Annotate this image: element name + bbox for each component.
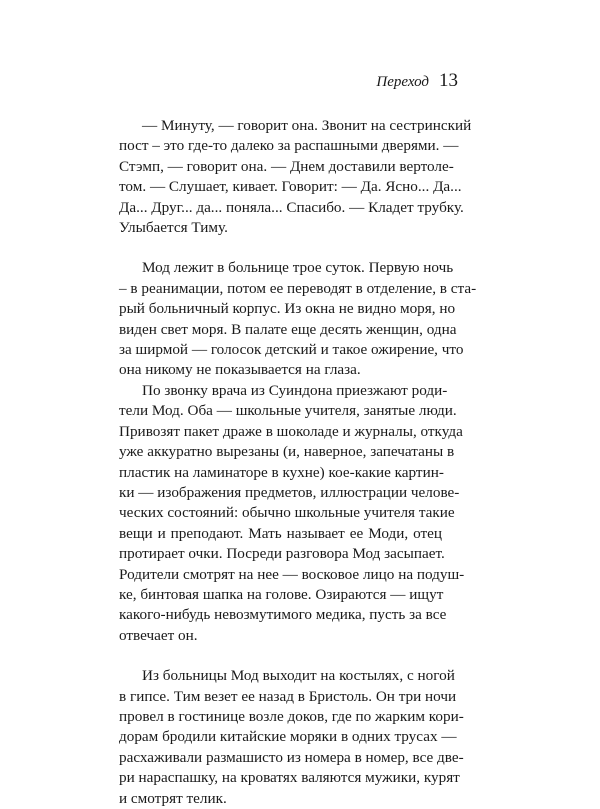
text-line: Привозят пакет драже в шоколаде и журналы, откуда (119, 422, 463, 440)
text-line: пост – это где-то далеко за распашными дверями. — (119, 137, 459, 155)
text-line: вещи и преподают. Мать называет ее Моди, отец (119, 524, 442, 542)
paragraph-1 (119, 116, 472, 238)
text-line: в гипсе. Тим везет ее назад в Бристоль. Он три ночи (119, 687, 457, 705)
text-line: она никому не показывается на глаза. (119, 361, 361, 379)
paragraph-2 (119, 258, 477, 380)
text-line: за ширмой — голосок детский и такое ожирение, что (119, 341, 464, 359)
text-line: пластик на ламинаторе в кухне) кое-какие картин- (119, 463, 444, 481)
body-text (119, 116, 477, 809)
text-line: По звонку врача из Суиндона приезжают роди- (142, 381, 448, 399)
text-line: том. — Слушает, кивает. Говорит: — Да. Ясно... Да... (119, 178, 462, 196)
running-head-title: Переход (376, 74, 429, 90)
text-line: уже аккуратно вырезаны (и, наверное, запечатаны в (119, 443, 455, 461)
text-line: расхаживали размашисто из номера в номер, все две- (119, 748, 464, 766)
text-line: Мод лежит в больнице трое суток. Первую ночь (142, 259, 454, 277)
text-line: Улыбается Тиму. (119, 219, 228, 237)
text-line: тели Мод. Оба — школьные учителя, занятые люди. (119, 402, 457, 420)
text-line: Да... Друг... да... поняла... Спасибо. — Кладет трубку. (119, 198, 464, 216)
text-line: Из больницы Мод выходит на костылях, с ногой (142, 667, 455, 685)
text-line: виден свет моря. В палате еще десять женщин, одна (119, 320, 457, 338)
text-line: – в реанимации, потом ее переводят в отделение, в ста- (119, 279, 477, 297)
text-line: дорам бродили китайские моряки в одних трусах — (119, 728, 457, 746)
text-line: и смотрят телик. (119, 789, 227, 807)
text-line: отвечает он. (119, 626, 198, 644)
text-line: ри нараспашку, на кроватях валяются мужики, курят (119, 769, 460, 787)
page-number: 13 (439, 70, 458, 91)
running-head (376, 70, 458, 92)
text-line: ки — изображения предметов, иллюстрации челове- (119, 483, 460, 501)
text-line: протирает очки. Посреди разговора Мод засыпает. (119, 545, 445, 563)
paragraph-3 (119, 381, 465, 646)
text-line: — Минуту, — говорит она. Звонит на сестринский (142, 117, 472, 134)
text-line: ке, бинтовая шапка на голове. Озираются — ищут (119, 585, 444, 603)
text-line: какого-нибудь невозмутимого медика, пусть за все (119, 606, 447, 624)
text-line: провел в гостинице возле доков, где по жарким кори- (119, 707, 464, 725)
paragraph-4 (119, 666, 464, 809)
text-line: рый больничный корпус. Из окна не видно моря, но (119, 300, 456, 318)
text-line: Стэмп, — говорит она. — Днем доставили вертоле- (119, 157, 454, 175)
text-line: ческих состояний: обычно школьные учителя такие (119, 504, 455, 522)
text-line: Родители смотрят на нее — восковое лицо на подуш- (119, 565, 465, 583)
